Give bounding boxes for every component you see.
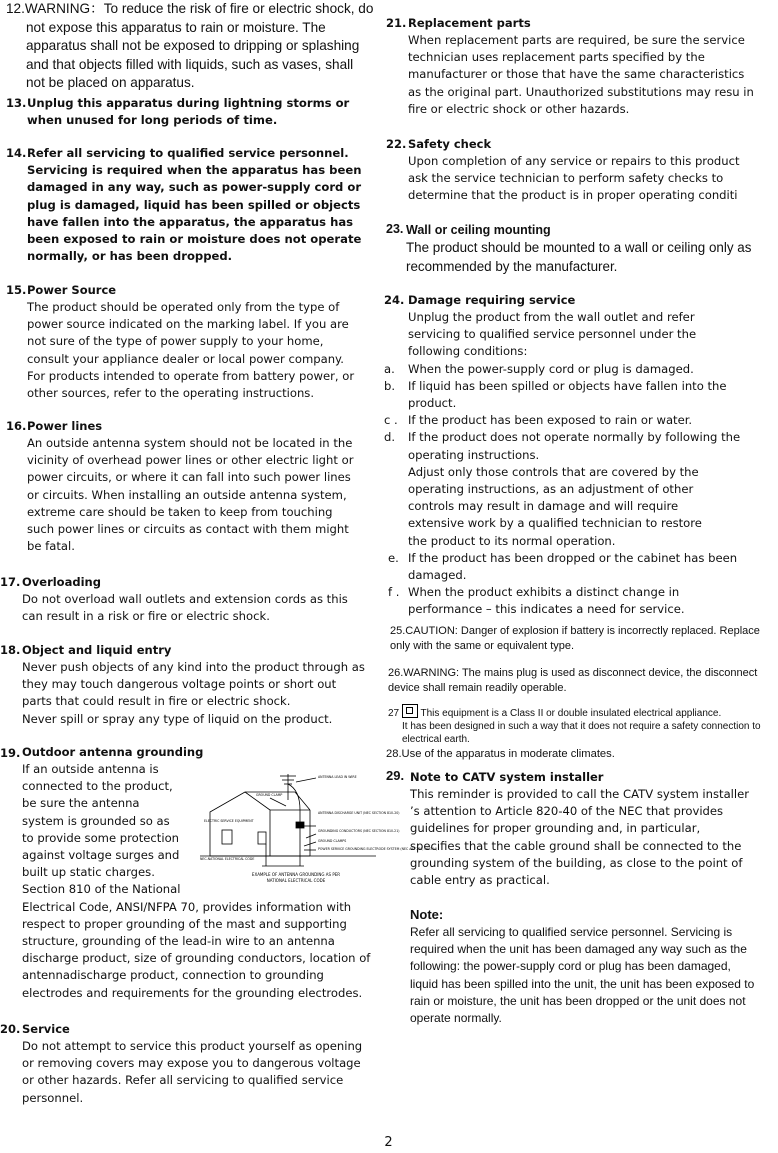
item-24-d — [384, 429, 753, 463]
page-number: 2 — [384, 1135, 393, 1150]
item-27 — [388, 704, 778, 746]
item-24-c — [384, 412, 753, 429]
note-heading: Note: — [410, 907, 444, 922]
item-24-c-label: c . — [384, 413, 398, 428]
item-20-heading: Service — [22, 1022, 70, 1036]
diagram-label-nec: NEC-NATIONAL ELECTRICAL CODE — [200, 857, 255, 861]
item-24-f-label: f . — [388, 585, 400, 600]
item-20-number: 20. — [0, 1022, 21, 1036]
diagram-label-power-service: POWER SERVICE GROUNDING ELECTRODE SYSTEM (NEC ART 250, PART H) — [318, 847, 437, 851]
item-16-number: 16. — [6, 419, 27, 433]
item-24-intro: Unplug the product from the wall outlet and refer servicing to qualified service personnel under the following conditions: — [408, 310, 697, 359]
item-24-e-text: If the product has been dropped or the cabinet has been damaged. — [408, 550, 738, 583]
item-13 — [6, 95, 366, 129]
item-15-heading: Power Source — [27, 283, 117, 297]
diagram-label-electric-service: ELECTRIC SERVICE EQUIPMENT — [204, 819, 254, 823]
item-17-heading: Overloading — [22, 575, 101, 589]
item-22-number: 22. — [386, 137, 407, 151]
diagram-label-discharge-unit: ANTENNA DISCHARGE UNIT (NEC SECTION 810-20) — [318, 811, 400, 815]
diagram-caption-1: EXAMPLE OF ANTENNA GROUNDING AS PER — [251, 872, 341, 877]
item-25: 25.CAUTION: Danger of explosion if battery is incorrectly replaced. Replace only with the same or equivalent type. — [390, 625, 760, 652]
item-21-number: 21. — [386, 16, 407, 30]
item-12-number: 12. — [6, 1, 25, 16]
item-22 — [386, 136, 770, 205]
item-13-number: 13. — [6, 96, 27, 110]
item-12-text: WARNING：To reduce the risk of fire or electric shock, do not expose this apparatus to rain or moisture. The apparatus shall not be exposed to dripping or splashing and that objects filled with liquids, such as vases, shall not be placed on apparatus. — [24, 1, 374, 91]
item-21 — [386, 15, 770, 118]
item-24-a-label: a. — [384, 361, 395, 376]
diagram-label-ground-clamps: GROUND CLAMPS — [318, 839, 347, 843]
item-15 — [6, 282, 362, 402]
item-16-heading: Power lines — [27, 419, 103, 433]
item-24-f-text: When the product exhibits a distinct change in performance – this indicates a need for service. — [408, 585, 685, 617]
item-26: 26.WARNING: The mains plug is used as disconnect device, the disconnect device shall remain readily operable. — [388, 667, 758, 694]
item-29-number: 29. — [386, 768, 405, 783]
item-18-number: 18. — [0, 643, 21, 657]
item-17-text: Do not overload wall outlets and extension cords as this can result in a risk or fire or electric shock. — [22, 592, 348, 624]
class-ii-double-insulation-icon — [402, 704, 418, 718]
item-23-heading: Wall or ceiling mounting — [406, 223, 551, 237]
item-20-text: Do not attempt to service this product yourself as opening or removing covers may expose you to dangerous voltage or other hazards. Refer all servicing to qualified service personnel. — [22, 1039, 363, 1105]
item-19-heading: Outdoor antenna grounding — [22, 745, 204, 759]
item-20 — [0, 1021, 368, 1107]
item-27-text-2: It has been designed in such a way that it does not require a safety connection to electrical earth. — [402, 721, 761, 745]
diagram-label-ground-clamp: GROUND CLAMP — [256, 793, 283, 797]
item-18-heading: Object and liquid entry — [22, 643, 172, 657]
item-12 — [6, 0, 374, 93]
item-24-f — [384, 584, 753, 618]
item-14-number: 14. — [6, 146, 27, 160]
item-24-e — [384, 550, 753, 584]
item-19-text-top: If an outside antenna is connected to the product, be sure the antenna system is grounded so as to provide some protection against voltage surges and built up static charges. Section 810 of the National — [22, 762, 181, 897]
item-24-number: 24. — [384, 293, 405, 307]
item-14-text: Refer all servicing to qualified service personnel. Servicing is required when the apparatus has been damaged in any way, such as power-supply cord or plug is damaged, liquid has been spilled or objects have fallen into the apparatus, the apparatus has been exposed to rain or moisture does not operate normally, or has been dropped. — [27, 146, 362, 264]
diagram-caption-2: NATIONAL ELECTRICAL CODE — [266, 878, 326, 883]
item-18-text-2: Never spill or spray any type of liquid on the product. — [22, 711, 333, 726]
item-15-number: 15. — [6, 283, 27, 297]
item-24-d-text: If the product does not operate normally by following the operating instructions. — [408, 430, 741, 462]
note-text: Refer all servicing to qualified service personnel. Servicing is required when the unit has been damaged any way such as the following: the power-supply cord or plug has been damaged, liquid has been spilled into the unit, the unit has been exposed to rain or moisture, the unit has been dropped or the unit does not operate normally. — [410, 925, 755, 1026]
item-27-text: This equipment is a Class II or double insulated electrical appliance. — [420, 708, 722, 719]
item-22-text: Upon completion of any service or repairs to this product ask the service technician to perform safety checks to determine that the product is in proper operating conditi — [408, 154, 740, 203]
item-15-text: The product should be operated only from the type of power source indicated on the marking label. If you are not sure of the type of power supply to your home, consult your appliance dealer or local power company. For products intended to operate from battery power, or other sources, refer to the operating instructions. — [27, 300, 355, 401]
item-23-text: The product should be mounted to a wall or ceiling only as recommended by the manufacturer. — [406, 240, 752, 274]
item-29-heading: Note to CATV system installer — [410, 770, 604, 784]
item-27-number: 27 — [388, 708, 400, 719]
item-22-heading: Safety check — [408, 137, 492, 151]
diagram-label-antenna-lead: ANTENNA LEAD IN WIRE — [318, 775, 357, 779]
item-28: 28.Use of the apparatus in moderate climates. — [386, 748, 615, 760]
item-24-d-label: d. — [384, 430, 396, 445]
item-24-e-label: e. — [388, 550, 399, 565]
item-29-text: This reminder is provided to call the CATV system installer ’s attention to Article 820-40 of the NEC that provides guidelines for proper grounding and, in particular, specifies that the cable ground shall be connected to the grounding system of the building, as close to the point of cable entry as practical. — [410, 787, 750, 888]
item-24-d-text-2: Adjust only those controls that are covered by the operating instructions, as an adjustment of other controls may result in damage and will require extensive work by a qualified technician to restore the product to its normal operation. — [408, 464, 702, 548]
item-16-text: An outside antenna system should not be located in the vicinity of overhead power lines or other electric light or power circuits, or where it can fall into such power lines or circuits. When installing an outside antenna system, extreme care should be taken to keep from touching such power lines or circuits as contact with them might be fatal. — [27, 436, 354, 554]
note — [410, 906, 762, 1027]
item-14 — [6, 145, 362, 265]
item-19-text-rest: Electrical Code, ANSI/NFPA 70, provides information with respect to proper grounding of the mast and supporting structure, grounding of the lead-in wire to an antenna discharge product, size of grounding conductors, location of antennadischarge product, connection to grounding electrodes and requirements for the grounding electrodes. — [22, 899, 371, 1000]
item-24-b-label: b. — [384, 378, 396, 393]
item-13-text: Unplug this apparatus during lightning storms or when unused for long periods of time. — [27, 96, 350, 128]
item-24 — [384, 292, 774, 619]
item-17 — [0, 574, 368, 625]
item-17-number: 17. — [0, 575, 21, 589]
item-18-text: Never push objects of any kind into the product through as they may touch dangerous voltage points or short out parts that could result in fire or electric shock. — [22, 660, 365, 709]
item-19-number: 19. — [0, 746, 21, 760]
item-18 — [0, 642, 368, 728]
item-23 — [386, 221, 770, 276]
item-21-heading: Replacement parts — [408, 16, 531, 30]
item-24-a — [384, 361, 753, 378]
item-29 — [386, 768, 772, 889]
item-23-number: 23. — [386, 222, 404, 236]
item-21-text: When replacement parts are required, be sure the service technician uses replacement parts specified by the manufacturer or those that have the same characteristics as the original part. Unauthorized substitutions may resu in fire or electric shock or other hazards. — [408, 33, 754, 116]
item-24-heading: Damage requiring service — [408, 293, 576, 307]
item-16 — [6, 418, 362, 555]
item-24-b — [384, 378, 753, 412]
diagram-label-grounding-conductors: GROUNDING CONDUCTORS (NEC SECTION 810-21) — [318, 829, 400, 833]
item-24-b-text: If liquid has been spilled or objects have fallen into the product. — [408, 378, 727, 411]
item-24-c-text: If the product has been exposed to rain or water. — [408, 413, 693, 428]
item-24-a-text: When the power-supply cord or plug is damaged. — [408, 361, 694, 376]
